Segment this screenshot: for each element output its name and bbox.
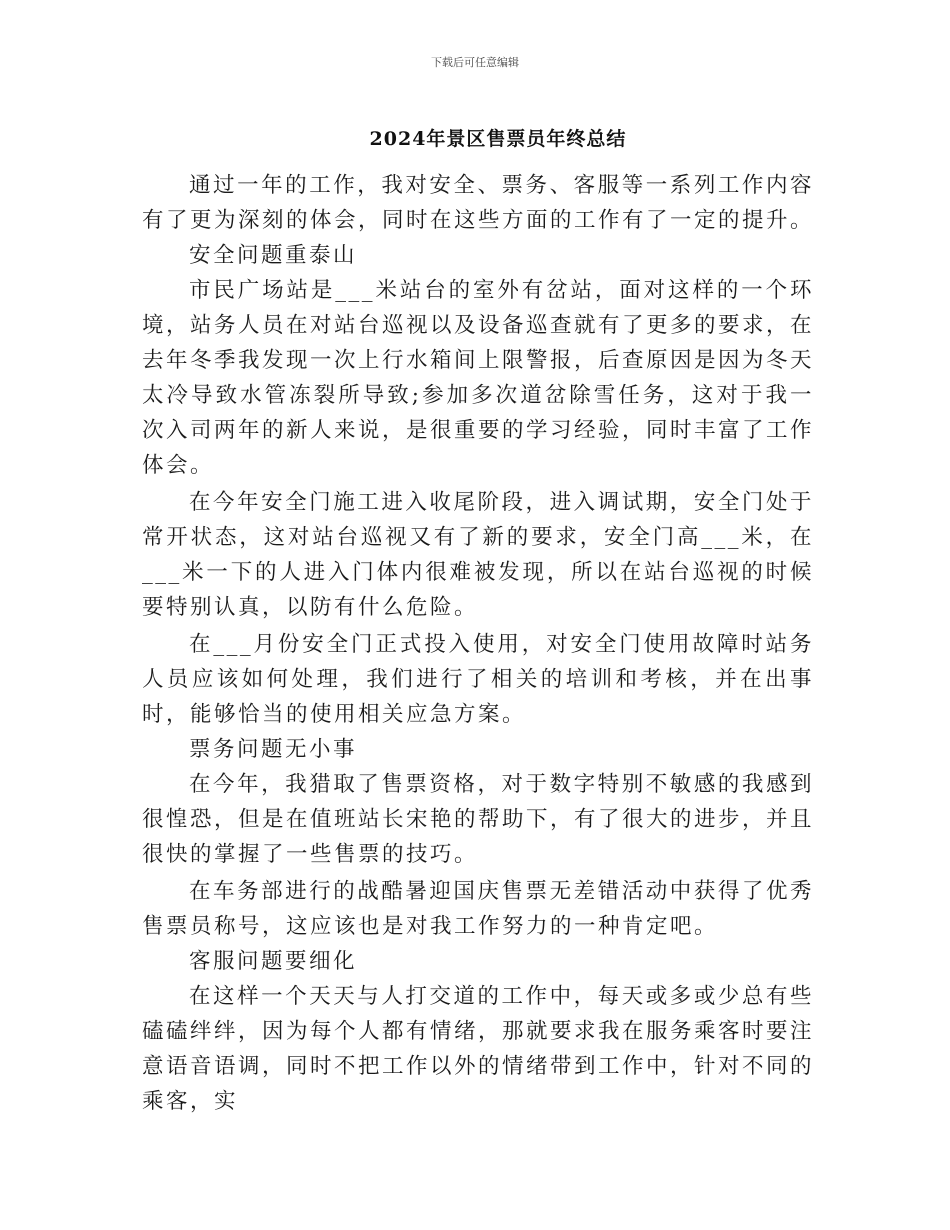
document-body [142, 168, 814, 1119]
header-note: 下载后可任意编辑 [431, 56, 519, 69]
section-heading-safety: 安全问题重泰山 [189, 243, 358, 268]
paragraph-ticketing-qualification: 在今年，我猎取了售票资格，对于数字特别不敏感的我感到很惶恐，但是在值班站长宋艳的帮助下，有了很大的进步，并且很快的掌握了一些售票的技巧。 [142, 772, 815, 867]
paragraph-safety-station: 市民广场站是___米站台的室外有岔站，面对这样的一个环境，站务人员在对站台巡视以及设备巡查就有了更多的要求，在去年冬季我发现一次上行水箱间上限警报，后查原因是因为冬天太冷导致水管冻裂所导致;参加多次道岔除雪任务，这对于我一次入司两年的新人来说，是很重要的学习经验，同时丰富了工作体会。 [142, 278, 815, 478]
paragraph-service: 在这样一个天天与人打交道的工作中，每天或多或少总有些磕磕绊绊，因为每个人都有情绪，那就要求我在服务乘客时要注意语音语调，同时不把工作以外的情绪带到工作中，针对不同的乘客，实 [142, 984, 815, 1114]
paragraph-ticketing-award: 在车务部进行的战酷暑迎国庆售票无差错活动中获得了优秀售票员称号，这应该也是对我工作努力的一种肯定吧。 [142, 879, 814, 939]
paragraph-intro: 通过一年的工作，我对安全、票务、客服等一系列工作内容有了更为深刻的体会，同时在这些方面的工作有了一定的提升。 [142, 173, 815, 233]
section-heading-ticketing: 票务问题无小事 [189, 737, 358, 762]
paragraph-safety-door-construction: 在今年安全门施工进入收尾阶段，进入调试期，安全门处于常开状态，这对站台巡视又有了新的要求，安全门高___米，在___米一下的人进入门体内很难被发现，所以在站台巡视的时候要特别认真，以防有什么危险。 [142, 490, 814, 620]
document-title: 2024年景区售票员年终总结 [369, 128, 627, 150]
section-heading-service: 客服问题要细化 [189, 949, 358, 974]
paragraph-safety-door-usage: 在___月份安全门正式投入使用，对安全门使用故障时站务人员应该如何处理，我们进行了相关的培训和考核，并在出事时，能够恰当的使用相关应急方案。 [142, 632, 814, 727]
